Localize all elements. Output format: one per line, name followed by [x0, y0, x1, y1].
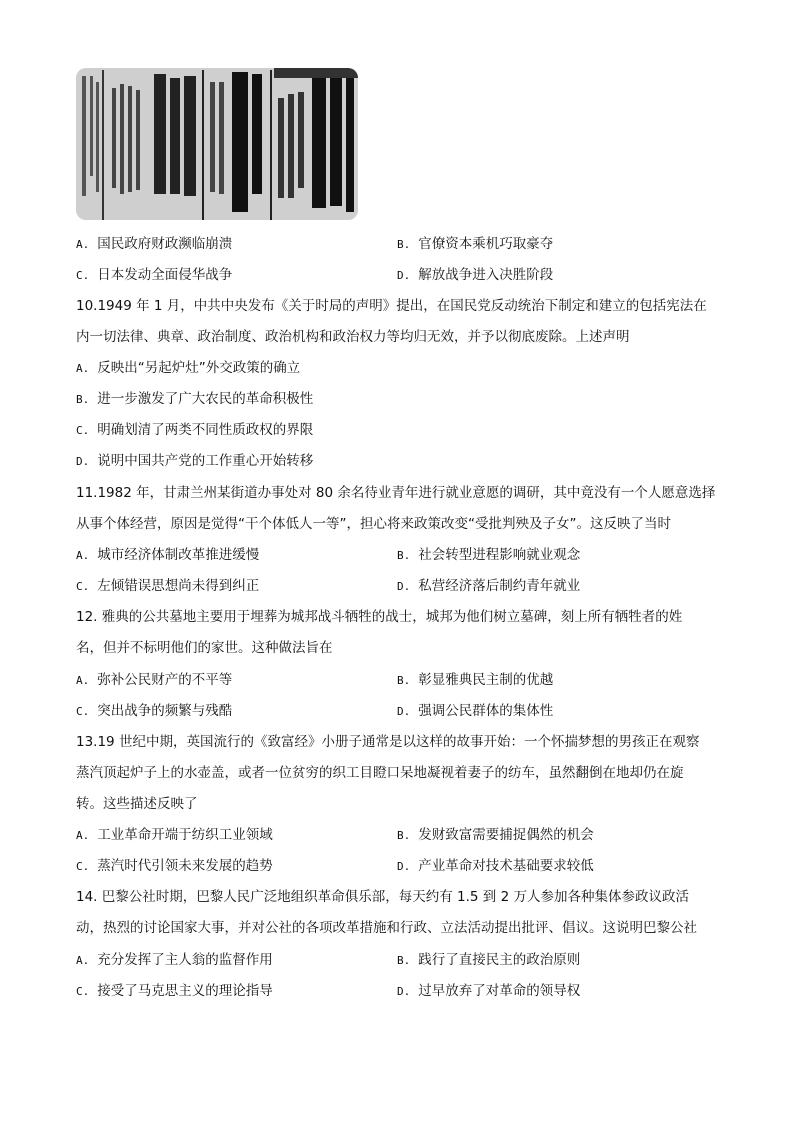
option-text: 彰显雅典民主制的优越 — [418, 672, 554, 688]
option-text: 反映出“另起炉灶”外交政策的确立 — [97, 360, 301, 376]
option-text: 城市经济体制改革推进缓慢 — [97, 547, 260, 563]
option-letter: A. — [76, 954, 90, 967]
option-text: 左倾错误思想尚未得到纠正 — [97, 578, 260, 594]
option-text: 官僚资本乘机巧取豪夺 — [418, 236, 554, 252]
option-text: 解放战争进入决胜阶段 — [418, 267, 554, 283]
option-letter: A. — [76, 238, 90, 251]
option-letter: A. — [76, 829, 90, 842]
q12-option-b[interactable] — [397, 670, 553, 691]
option-text: 日本发动全面侵华战争 — [97, 267, 233, 283]
q12-option-c[interactable] — [76, 701, 232, 722]
option-letter: C. — [76, 269, 90, 282]
option-letter: B. — [397, 549, 411, 562]
option-letter: D. — [397, 580, 411, 593]
q11-option-a[interactable] — [76, 545, 259, 566]
q13-option-d[interactable] — [397, 856, 594, 877]
option-letter: C. — [76, 580, 90, 593]
option-letter: C. — [76, 985, 90, 998]
option-text: 践行了直接民主的政治原则 — [418, 952, 581, 968]
option-text: 发财致富需要捕捉偶然的机会 — [418, 827, 594, 843]
q10-option-a[interactable] — [76, 358, 300, 379]
q11-stem-line-1: 11.1982 年，甘肃兰州某街道办事处对 80 余名待业青年进行就业意愿的调研，其中竟没有一个人愿意选择 — [76, 485, 716, 501]
option-text: 过早放弃了对革命的领导权 — [418, 983, 581, 999]
q10-stem-line-1: 10.1949 年 1 月，中共中央发布《关于时局的声明》提出，在国民党反动统治下制定和建立的包括宪法在 — [76, 298, 707, 314]
q11-stem-line-2: 从事个体经营，原因是觉得“干个体低人一等”，担心将来政策改变“受批判殃及子女”。这反映了当时 — [76, 516, 671, 532]
q11-option-c[interactable] — [76, 576, 259, 597]
option-text: 蒸汽时代引领未来发展的趋势 — [97, 858, 273, 874]
option-text: 国民政府财政濒临崩溃 — [97, 236, 233, 252]
option-letter: D. — [397, 860, 411, 873]
q14-stem-line-1: 14. 巴黎公社时期，巴黎人民广泛地组织革命俱乐部，每天约有 1.5 到 2 万人参加各种集体参政议政活 — [76, 889, 689, 905]
option-text: 工业革命开端于纺织工业领域 — [97, 827, 273, 843]
q13-stem-line-1: 13.19 世纪中期，英国流行的《致富经》小册子通常是以这样的故事开始：一个怀揣梦想的男孩正在观察 — [76, 734, 700, 750]
q9-option-a[interactable] — [76, 234, 232, 255]
option-text: 充分发挥了主人翁的监督作用 — [97, 952, 273, 968]
option-letter: A. — [76, 362, 90, 375]
option-letter: B. — [397, 954, 411, 967]
option-letter: C. — [76, 860, 90, 873]
q9-option-d[interactable] — [397, 265, 553, 286]
option-text: 明确划清了两类不同性质政权的界限 — [97, 422, 314, 438]
option-letter: C. — [76, 705, 90, 718]
newspaper-clipping-image — [76, 68, 358, 220]
option-text: 接受了马克思主义的理论指导 — [97, 983, 273, 999]
option-letter: D. — [397, 269, 411, 282]
q11-option-d[interactable] — [397, 576, 580, 597]
q13-option-a[interactable] — [76, 825, 273, 846]
option-text: 突出战争的频繁与残酷 — [97, 703, 233, 719]
option-text: 私营经济落后制约青年就业 — [418, 578, 581, 594]
option-text: 弥补公民财产的不平等 — [97, 672, 233, 688]
option-letter: D. — [397, 985, 411, 998]
option-text: 社会转型进程影响就业观念 — [418, 547, 581, 563]
q11-option-b[interactable] — [397, 545, 580, 566]
q13-stem-line-3: 转。这些描述反映了 — [76, 796, 198, 812]
q12-stem-line-1: 12. 雅典的公共墓地主要用于埋葬为城邦战斗牺牲的战士，城邦为他们树立墓碑，刻上所有牺牲者的姓 — [76, 609, 683, 625]
option-letter: A. — [76, 674, 90, 687]
q14-option-a[interactable] — [76, 950, 273, 971]
option-letter: A. — [76, 549, 90, 562]
q13-stem-line-2: 蒸汽顶起炉子上的水壶盖，或者一位贫穷的织工目瞪口呆地凝视着妻子的纺车，虽然翻倒在地却仍在旋 — [76, 765, 684, 781]
q14-stem-line-2: 动，热烈的讨论国家大事，并对公社的各项改革措施和行政、立法活动提出批评、倡议。这说明巴黎公社 — [76, 920, 697, 936]
option-letter: B. — [397, 238, 411, 251]
q13-option-c[interactable] — [76, 856, 273, 877]
option-text: 强调公民群体的集体性 — [418, 703, 554, 719]
option-letter: B. — [397, 674, 411, 687]
option-letter: D. — [397, 705, 411, 718]
option-letter: B. — [397, 829, 411, 842]
option-letter: B. — [76, 393, 90, 406]
q12-stem-line-2: 名，但并不标明他们的家世。这种做法旨在 — [76, 640, 333, 656]
q10-option-d[interactable] — [76, 451, 313, 472]
option-letter: D. — [76, 455, 90, 468]
q14-option-d[interactable] — [397, 981, 580, 1002]
q14-option-b[interactable] — [397, 950, 580, 971]
option-text: 进一步激发了广大农民的革命积极性 — [97, 391, 314, 407]
option-text: 产业革命对技术基础要求较低 — [418, 858, 594, 874]
q12-option-a[interactable] — [76, 670, 232, 691]
q10-option-b[interactable] — [76, 389, 313, 410]
q10-option-c[interactable] — [76, 420, 313, 441]
q14-option-c[interactable] — [76, 981, 273, 1002]
q12-option-d[interactable] — [397, 701, 553, 722]
q9-option-b[interactable] — [397, 234, 553, 255]
q13-option-b[interactable] — [397, 825, 594, 846]
option-letter: C. — [76, 424, 90, 437]
q10-stem-line-2: 内一切法律、典章、政治制度、政治机构和政治权力等均归无效，并予以彻底废除。上述声明 — [76, 329, 630, 345]
q9-option-c[interactable] — [76, 265, 232, 286]
option-text: 说明中国共产党的工作重心开始转移 — [97, 453, 314, 469]
